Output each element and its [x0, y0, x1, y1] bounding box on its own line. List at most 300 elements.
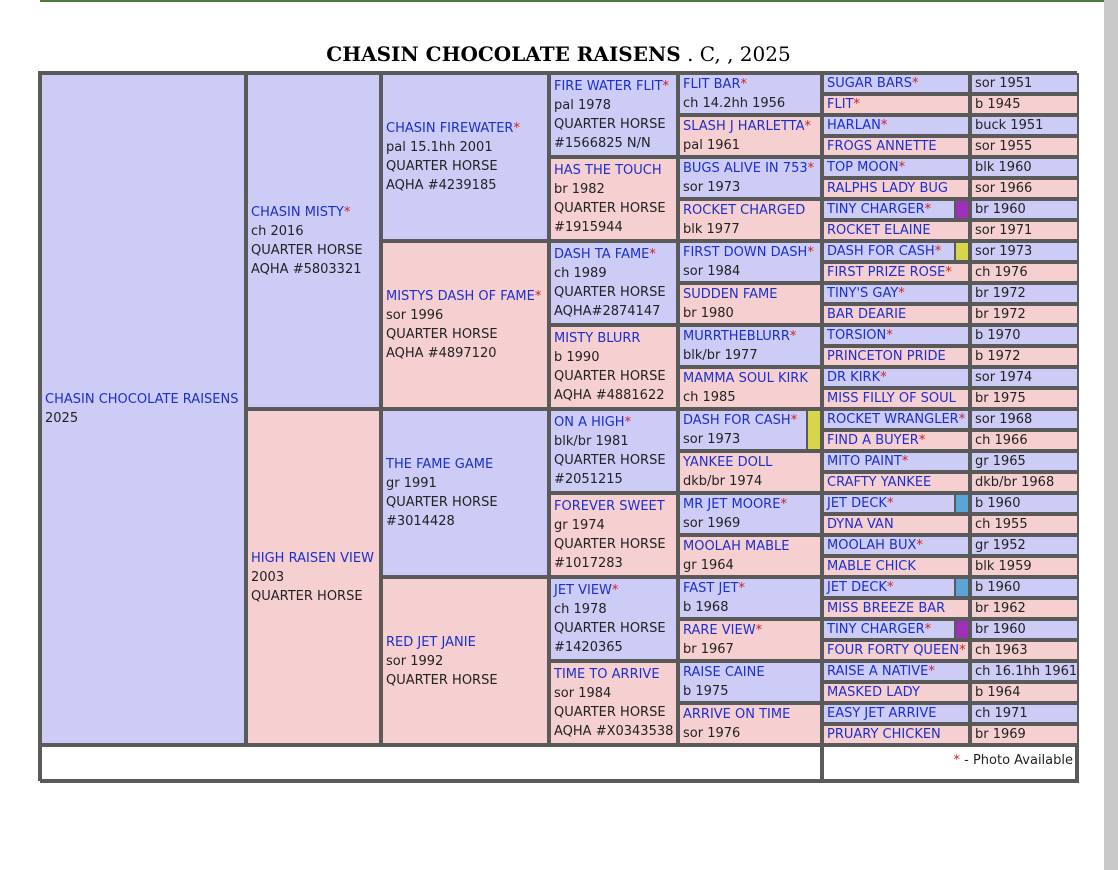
ancestor-cell-flit[interactable]	[822, 94, 970, 115]
horse-name-link-the-fame-game[interactable]: THE FAME GAME	[386, 457, 494, 472]
color-marker-yellow	[806, 411, 820, 449]
horse-name-line	[824, 411, 968, 428]
horse-name-link-on-a-high[interactable]: ON A HIGH	[554, 415, 625, 430]
horse-cell-content	[680, 159, 820, 197]
top-border-line	[40, 0, 1118, 2]
horse-name-link-princeton-pride[interactable]: PRINCETON PRIDE	[827, 349, 946, 364]
horse-info-line: br 1982	[554, 182, 605, 197]
page-title	[40, 42, 1077, 66]
photo-available-star: *	[901, 454, 909, 469]
ancestor-info-cell	[970, 199, 1079, 220]
legend-text: - Photo Available	[959, 753, 1073, 768]
horse-cell-mamma-soul-kirk[interactable]	[678, 367, 822, 409]
ancestor-info-cell	[970, 430, 1079, 451]
horse-cell-mr-jet-moore[interactable]	[678, 493, 822, 535]
ancestor-cell-easy-jet-arrive[interactable]	[822, 703, 970, 724]
horse-name-line	[824, 327, 968, 344]
ancestor-info-text: blk 1959	[975, 559, 1032, 574]
horse-name-link-first-down-dash[interactable]: FIRST DOWN DASH	[683, 245, 808, 260]
photo-available-star: *	[880, 118, 888, 133]
horse-name-line	[824, 558, 968, 575]
horse-info-line: blk 1977	[683, 222, 740, 237]
horse-name-line	[824, 306, 968, 323]
photo-available-star: *	[534, 289, 542, 304]
horse-name-link-miss-filly-of-soul[interactable]: MISS FILLY OF SOUL	[827, 391, 956, 406]
horse-name-link-mable-chick[interactable]: MABLE CHICK	[827, 559, 916, 574]
footer-blank-cell	[40, 745, 822, 783]
ancestor-cell-torsion[interactable]	[822, 325, 970, 346]
horse-name-link-four-forty-queen[interactable]: FOUR FORTY QUEEN	[827, 643, 960, 658]
horse-name-link-misty-blurr[interactable]: MISTY BLURR	[554, 331, 641, 346]
horse-name-link-fast-jet[interactable]: FAST JET	[683, 581, 739, 596]
horse-name-link-top-moon[interactable]: TOP MOON	[827, 160, 899, 175]
horse-name-line	[680, 495, 820, 514]
horse-cell-content	[551, 581, 676, 657]
horse-name-line	[551, 665, 676, 684]
horse-name-line	[824, 495, 968, 512]
horse-info-line: b 1990	[554, 350, 600, 365]
ancestor-info-cell	[970, 157, 1079, 178]
ancestor-info-text: b 1945	[975, 97, 1021, 112]
horse-info-line: QUARTER HORSE	[554, 453, 666, 468]
horse-cell-arrive-on-time[interactable]	[678, 703, 822, 745]
horse-name-line	[824, 684, 968, 701]
photo-available-star: *	[928, 664, 935, 679]
horse-name-link-easy-jet-arrive[interactable]: EASY JET ARRIVE	[827, 706, 937, 721]
ancestor-info-cell	[970, 94, 1079, 115]
horse-info-line: sor 1969	[683, 516, 741, 531]
horse-name-link-rocket-elaine[interactable]: ROCKET ELAINE	[827, 223, 931, 238]
horse-name-link-mistys-dash-of-fame[interactable]: MISTYS DASH OF FAME	[386, 289, 535, 304]
horse-info-line: QUARTER HORSE	[554, 201, 666, 216]
horse-name-link-moolah-mable[interactable]: MOOLAH MABLE	[683, 539, 790, 554]
ancestor-cell-dr-kirk[interactable]	[822, 367, 970, 388]
horse-info-line: br 1967	[683, 642, 734, 657]
photo-available-star: *	[738, 581, 745, 596]
ancestor-cell-dyna-van[interactable]	[822, 514, 970, 535]
ancestor-cell-top-moon[interactable]	[822, 157, 970, 178]
horse-name-link-slash-j-harletta[interactable]: SLASH J HARLETTA	[683, 119, 805, 134]
horse-name-line	[551, 77, 676, 96]
horse-name-line	[824, 201, 968, 218]
photo-legend	[824, 747, 1077, 768]
ancestor-info-cell	[970, 409, 1079, 430]
horse-cell-mistys-dash-of-fame[interactable]	[381, 241, 549, 409]
horse-name-link-harlan[interactable]: HARLAN	[827, 118, 881, 133]
horse-name-line	[383, 633, 547, 652]
ancestor-cell-tiny-s-gay[interactable]	[822, 283, 970, 304]
horse-info-line: AQHA #4897120	[386, 346, 497, 361]
ancestor-cell-mable-chick[interactable]	[822, 556, 970, 577]
ancestor-info-text: sor 1971	[975, 223, 1033, 238]
photo-available-star: *	[649, 247, 656, 262]
horse-name-link-bar-dearie[interactable]: BAR DEARIE	[827, 307, 907, 322]
horse-name-link-red-jet-janie[interactable]: RED JET JANIE	[386, 634, 476, 650]
horse-name-link-sugar-bars[interactable]: SUGAR BARS	[827, 76, 912, 91]
ancestor-info-text: b 1970	[975, 328, 1021, 343]
ancestor-info-text: br 1972	[975, 286, 1026, 301]
horse-name-line	[42, 390, 244, 409]
horse-name-link-tiny-charger[interactable]: TINY CHARGER	[827, 202, 925, 217]
ancestor-info-cell	[970, 136, 1079, 157]
ancestor-cell-bar-dearie[interactable]	[822, 304, 970, 325]
horse-cell-content	[551, 161, 676, 237]
horse-name-line	[824, 663, 968, 680]
ancestor-cell-frogs-annette[interactable]	[822, 136, 970, 157]
horse-name-link-dyna-van[interactable]: DYNA VAN	[827, 517, 894, 532]
horse-cell-bugs-alive-in-753[interactable]	[678, 157, 822, 199]
horse-cell-time-to-arrive[interactable]	[549, 661, 678, 745]
horse-cell-yankee-doll[interactable]	[678, 451, 822, 493]
horse-name-line	[824, 453, 968, 470]
ancestor-cell-mito-paint[interactable]	[822, 451, 970, 472]
horse-cell-content	[551, 413, 676, 489]
ancestor-cell-pruary-chicken[interactable]	[822, 724, 970, 745]
ancestor-info-cell	[970, 493, 1079, 514]
horse-info-line: QUARTER HORSE	[386, 159, 498, 174]
horse-name-link-frogs-annette[interactable]: FROGS ANNETTE	[827, 139, 937, 154]
ancestor-cell-first-prize-rose[interactable]	[822, 262, 970, 283]
horse-name-link-rocket-charged[interactable]: ROCKET CHARGED	[683, 203, 806, 218]
horse-cell-forever-sweet[interactable]	[549, 493, 678, 577]
horse-name-line	[824, 180, 968, 197]
horse-info-line: b 1975	[683, 684, 729, 699]
horse-name-link-tiny-charger[interactable]: TINY CHARGER	[827, 622, 925, 637]
horse-cell-content	[680, 369, 820, 407]
horse-info-line: #1420365	[554, 640, 623, 655]
horse-name-link-raise-a-native[interactable]: RAISE A NATIVE	[827, 664, 929, 679]
ancestor-info-cell	[970, 73, 1079, 94]
photo-available-star: *	[624, 415, 632, 430]
horse-cell-on-a-high[interactable]	[549, 409, 678, 493]
horse-name-line	[383, 455, 547, 474]
ancestor-info-cell	[970, 304, 1079, 325]
horse-name-link-has-the-touch[interactable]: HAS THE TOUCH	[554, 163, 662, 178]
horse-name-link-sudden-fame[interactable]: SUDDEN FAME	[683, 287, 778, 302]
horse-info-line: gr 1964	[683, 558, 734, 573]
photo-available-star: *	[886, 496, 894, 511]
horse-name-link-chasin-firewater[interactable]: CHASIN FIREWATER	[386, 121, 514, 136]
horse-name-line	[680, 621, 820, 640]
horse-cell-sudden-fame[interactable]	[678, 283, 822, 325]
horse-cell-dash-ta-fame[interactable]	[549, 241, 678, 325]
ancestor-info-text: br 1969	[975, 727, 1026, 742]
horse-info-line: blk/br 1977	[683, 348, 758, 363]
horse-name-line	[551, 161, 676, 180]
ancestor-cell-four-forty-queen[interactable]	[822, 640, 970, 661]
horse-name-line	[824, 285, 968, 302]
ancestor-info-cell	[970, 388, 1079, 409]
horse-cell-raise-caine[interactable]	[678, 661, 822, 703]
horse-name-line	[824, 390, 968, 407]
horse-cell-jet-view[interactable]	[549, 577, 678, 661]
horse-name-link-first-prize-rose[interactable]: FIRST PRIZE ROSE	[827, 265, 946, 280]
horse-name-line	[824, 348, 968, 365]
horse-name-line	[824, 138, 968, 155]
ancestor-cell-jet-deck[interactable]	[822, 577, 970, 598]
horse-name-link-miss-breeze-bar[interactable]: MISS BREEZE BAR	[827, 601, 946, 616]
horse-cell-content	[551, 329, 676, 405]
legend-star: *	[953, 753, 960, 768]
ancestor-cell-rocket-elaine[interactable]	[822, 220, 970, 241]
ancestor-cell-miss-breeze-bar[interactable]	[822, 598, 970, 619]
horse-info-line: ch 1985	[683, 390, 736, 405]
ancestor-cell-raise-a-native[interactable]	[822, 661, 970, 682]
horse-cell-content	[248, 549, 379, 606]
ancestor-info-text: gr 1965	[975, 454, 1026, 469]
ancestor-info-cell	[970, 241, 1079, 262]
ancestor-info-cell	[970, 178, 1079, 199]
horse-info-line: gr 1974	[554, 518, 605, 533]
photo-available-star: *	[958, 412, 966, 427]
horse-info-line: blk/br 1981	[554, 434, 629, 449]
horse-name-line	[824, 579, 968, 596]
ancestor-info-cell	[970, 619, 1079, 640]
photo-available-star: *	[918, 433, 926, 448]
horse-name-link-moolah-bux[interactable]: MOOLAH BUX	[827, 538, 917, 553]
horse-name-line	[680, 579, 820, 598]
horse-name-link-rocket-wrangler[interactable]: ROCKET WRANGLER	[827, 412, 959, 427]
horse-name-line	[824, 96, 968, 113]
horse-name-link-raise-caine[interactable]: RAISE CAINE	[683, 665, 765, 680]
ancestor-cell-harlan[interactable]	[822, 115, 970, 136]
ancestor-cell-moolah-bux[interactable]	[822, 535, 970, 556]
ancestor-info-text: buck 1951	[975, 118, 1044, 133]
ancestor-info-cell	[970, 661, 1079, 682]
horse-name-line	[824, 537, 968, 554]
horse-info-line: pal 1978	[554, 98, 612, 113]
horse-info-line: 2003	[251, 569, 285, 585]
horse-info-line: br 1980	[683, 306, 734, 321]
ancestor-info-text: ch 1963	[975, 643, 1028, 658]
horse-cell-red-jet-janie[interactable]	[381, 577, 549, 745]
horse-cell-fire-water-flit[interactable]	[549, 73, 678, 157]
horse-info-line: 2025	[45, 411, 79, 426]
ancestor-info-text: br 1975	[975, 391, 1026, 406]
horse-name-link-yankee-doll[interactable]: YANKEE DOLL	[683, 455, 773, 470]
horse-cell-content	[383, 633, 547, 690]
photo-available-star: *	[912, 76, 919, 91]
horse-cell-murrtheblurr[interactable]	[678, 325, 822, 367]
ancestor-cell-tiny-charger[interactable]	[822, 619, 970, 640]
horse-info-line: sor 1984	[554, 686, 612, 701]
horse-cell-the-fame-game[interactable]	[381, 409, 549, 577]
ancestor-info-text: sor 1973	[975, 244, 1033, 259]
horse-name-line	[680, 117, 820, 136]
horse-name-link-murrtheblurr[interactable]: MURRTHEBLURR	[683, 329, 790, 344]
photo-available-star: *	[790, 413, 798, 428]
ancestor-cell-princeton-pride[interactable]	[822, 346, 970, 367]
ancestor-info-cell	[970, 598, 1079, 619]
horse-info-line: sor 1973	[683, 180, 741, 195]
horse-name-line	[680, 663, 820, 682]
ancestor-cell-find-a-buyer[interactable]	[822, 430, 970, 451]
horse-cell-rare-view[interactable]	[678, 619, 822, 661]
photo-available-star: *	[898, 160, 906, 175]
horse-info-line: dkb/br 1974	[683, 474, 763, 489]
horse-name-link-tiny-s-gay[interactable]: TINY'S GAY	[827, 286, 899, 301]
horse-name-link-ralphs-lady-bug[interactable]: RALPHS LADY BUG	[827, 181, 948, 196]
horse-info-line: #3014428	[386, 514, 455, 529]
horse-name-link-jet-deck[interactable]: JET DECK	[827, 580, 887, 595]
horse-info-line: ch 1989	[554, 266, 607, 281]
horse-info-line: gr 1991	[386, 476, 437, 491]
photo-available-star: *	[959, 643, 966, 658]
horse-info-line: #2051215	[554, 472, 623, 487]
horse-cell-content	[680, 201, 820, 239]
horse-cell-flit-bar[interactable]	[678, 73, 822, 115]
ancestor-info-text: blk 1960	[975, 160, 1032, 175]
horse-name-link-find-a-buyer[interactable]: FIND A BUYER	[827, 433, 919, 448]
horse-info-line: QUARTER HORSE	[554, 369, 666, 384]
ancestor-info-cell	[970, 346, 1079, 367]
horse-name-line	[824, 264, 968, 281]
horse-cell-high-raisen-view[interactable]	[246, 409, 381, 745]
photo-available-star: *	[343, 205, 351, 220]
ancestor-cell-miss-filly-of-soul[interactable]	[822, 388, 970, 409]
horse-name-line	[824, 642, 968, 659]
horse-name-link-dash-for-cash[interactable]: DASH FOR CASH	[683, 413, 791, 428]
horse-cell-content	[551, 665, 676, 741]
horse-name-line	[824, 600, 968, 617]
horse-name-line	[551, 413, 676, 432]
photo-available-star: *	[804, 119, 812, 134]
ancestor-info-text: sor 1966	[975, 181, 1033, 196]
horse-name-link-jet-deck[interactable]: JET DECK	[827, 496, 887, 511]
horse-cell-content	[383, 455, 547, 531]
horse-cell-slash-j-harletta[interactable]	[678, 115, 822, 157]
horse-name-line	[824, 75, 968, 92]
ancestor-info-text: b 1960	[975, 496, 1021, 511]
horse-name-line	[680, 411, 820, 430]
horse-name-line	[680, 327, 820, 346]
ancestor-cell-sugar-bars[interactable]	[822, 73, 970, 94]
horse-name-link-chasin-misty[interactable]: CHASIN MISTY	[251, 205, 344, 220]
horse-cell-rocket-charged[interactable]	[678, 199, 822, 241]
photo-available-star: *	[513, 121, 520, 136]
ancestor-info-text: ch 1971	[975, 706, 1028, 721]
photo-available-star: *	[898, 286, 905, 301]
ancestor-info-cell	[970, 262, 1079, 283]
horse-cell-content	[680, 579, 820, 617]
ancestor-cell-dash-for-cash[interactable]	[822, 241, 970, 262]
ancestor-info-text: b 1972	[975, 349, 1021, 364]
horse-name-link-bugs-alive-in-753[interactable]: BUGS ALIVE IN 753	[683, 161, 808, 176]
horse-name-line	[824, 159, 968, 176]
right-scrollbar[interactable]	[1104, 0, 1118, 870]
horse-cell-dash-for-cash[interactable]	[678, 409, 822, 451]
horse-name-line	[248, 549, 379, 568]
horse-name-line	[680, 285, 820, 304]
horse-name-line	[680, 201, 820, 220]
horse-info-line: #1915944	[554, 220, 623, 235]
horse-cell-first-down-dash[interactable]	[678, 241, 822, 283]
horse-name-link-flit[interactable]: FLIT	[827, 97, 854, 112]
horse-cell-chasin-chocolate-raisens[interactable]	[40, 73, 246, 745]
horse-cell-chasin-firewater[interactable]	[381, 73, 549, 241]
ancestor-cell-masked-lady[interactable]	[822, 682, 970, 703]
horse-cell-content	[680, 285, 820, 323]
title-horse-name: CHASIN CHOCOLATE RAISENS	[326, 42, 681, 66]
horse-name-link-mr-jet-moore[interactable]: MR JET MOORE	[683, 497, 781, 512]
horse-name-link-torsion[interactable]: TORSION	[827, 328, 887, 343]
ancestor-info-text: br 1960	[975, 202, 1026, 217]
ancestor-cell-jet-deck[interactable]	[822, 493, 970, 514]
ancestor-cell-ralphs-lady-bug[interactable]	[822, 178, 970, 199]
horse-cell-moolah-mable[interactable]	[678, 535, 822, 577]
horse-name-link-forever-sweet[interactable]: FOREVER SWEET	[554, 499, 665, 514]
horse-cell-has-the-touch[interactable]	[549, 157, 678, 241]
horse-cell-chasin-misty[interactable]	[246, 73, 381, 409]
photo-available-star: *	[611, 583, 619, 598]
color-marker-blue	[954, 495, 968, 512]
ancestor-info-text: ch 1966	[975, 433, 1028, 448]
horse-name-link-dr-kirk[interactable]: DR KIRK	[827, 370, 881, 385]
horse-info-line: sor 1996	[386, 308, 444, 323]
horse-info-line: QUARTER HORSE	[554, 537, 666, 552]
horse-name-link-time-to-arrive[interactable]: TIME TO ARRIVE	[554, 667, 660, 682]
horse-name-link-mamma-soul-kirk[interactable]: MAMMA SOUL KIRK	[683, 371, 808, 386]
horse-cell-content	[680, 663, 820, 701]
horse-cell-content	[551, 77, 676, 153]
ancestor-info-text: br 1972	[975, 307, 1026, 322]
horse-name-link-mito-paint[interactable]: MITO PAINT	[827, 454, 902, 469]
horse-name-line	[551, 329, 676, 348]
horse-name-link-fire-water-flit[interactable]: FIRE WATER FLIT	[554, 79, 663, 94]
color-marker-blue	[954, 579, 968, 596]
horse-name-link-chasin-chocolate-raisens[interactable]: CHASIN CHOCOLATE RAISENS	[45, 392, 239, 407]
ancestor-cell-tiny-charger[interactable]	[822, 199, 970, 220]
horse-name-line	[824, 243, 968, 260]
horse-name-link-rare-view[interactable]: RARE VIEW	[683, 623, 756, 638]
horse-info-line: QUARTER HORSE	[554, 285, 666, 300]
horse-name-link-high-raisen-view[interactable]: HIGH RAISEN VIEW	[251, 550, 374, 566]
ancestor-cell-rocket-wrangler[interactable]	[822, 409, 970, 430]
ancestor-info-cell	[970, 283, 1079, 304]
ancestor-info-cell	[970, 535, 1079, 556]
ancestor-info-cell	[970, 115, 1079, 136]
horse-cell-fast-jet[interactable]	[678, 577, 822, 619]
horse-name-line	[551, 497, 676, 516]
horse-name-line	[680, 369, 820, 388]
ancestor-info-text: sor 1951	[975, 76, 1033, 91]
horse-name-line	[680, 453, 820, 472]
horse-name-link-masked-lady[interactable]: MASKED LADY	[827, 685, 920, 700]
ancestor-info-cell	[970, 325, 1079, 346]
horse-name-link-arrive-on-time[interactable]: ARRIVE ON TIME	[683, 707, 791, 722]
ancestor-info-text: gr 1952	[975, 538, 1026, 553]
photo-available-star: *	[886, 580, 894, 595]
horse-info-line: sor 1992	[386, 653, 444, 669]
photo-available-star: *	[945, 265, 952, 280]
horse-name-link-dash-ta-fame[interactable]: DASH TA FAME	[554, 247, 650, 262]
horse-info-line: QUARTER HORSE	[554, 705, 666, 720]
horse-name-link-crafty-yankee[interactable]: CRAFTY YANKEE	[827, 475, 932, 490]
horse-name-link-dash-for-cash[interactable]: DASH FOR CASH	[827, 244, 935, 259]
horse-cell-content	[680, 705, 820, 743]
horse-cell-misty-blurr[interactable]	[549, 325, 678, 409]
horse-name-line	[824, 726, 968, 743]
horse-name-link-jet-view[interactable]: JET VIEW	[554, 583, 612, 598]
horse-name-link-flit-bar[interactable]: FLIT BAR	[683, 77, 741, 92]
ancestor-info-cell	[970, 514, 1079, 535]
horse-cell-content	[680, 621, 820, 659]
photo-available-star: *	[807, 161, 815, 176]
ancestor-info-cell	[970, 682, 1079, 703]
ancestor-info-text: sor 1955	[975, 139, 1033, 154]
ancestor-cell-crafty-yankee[interactable]	[822, 472, 970, 493]
horse-name-link-pruary-chicken[interactable]: PRUARY CHICKEN	[827, 727, 941, 742]
